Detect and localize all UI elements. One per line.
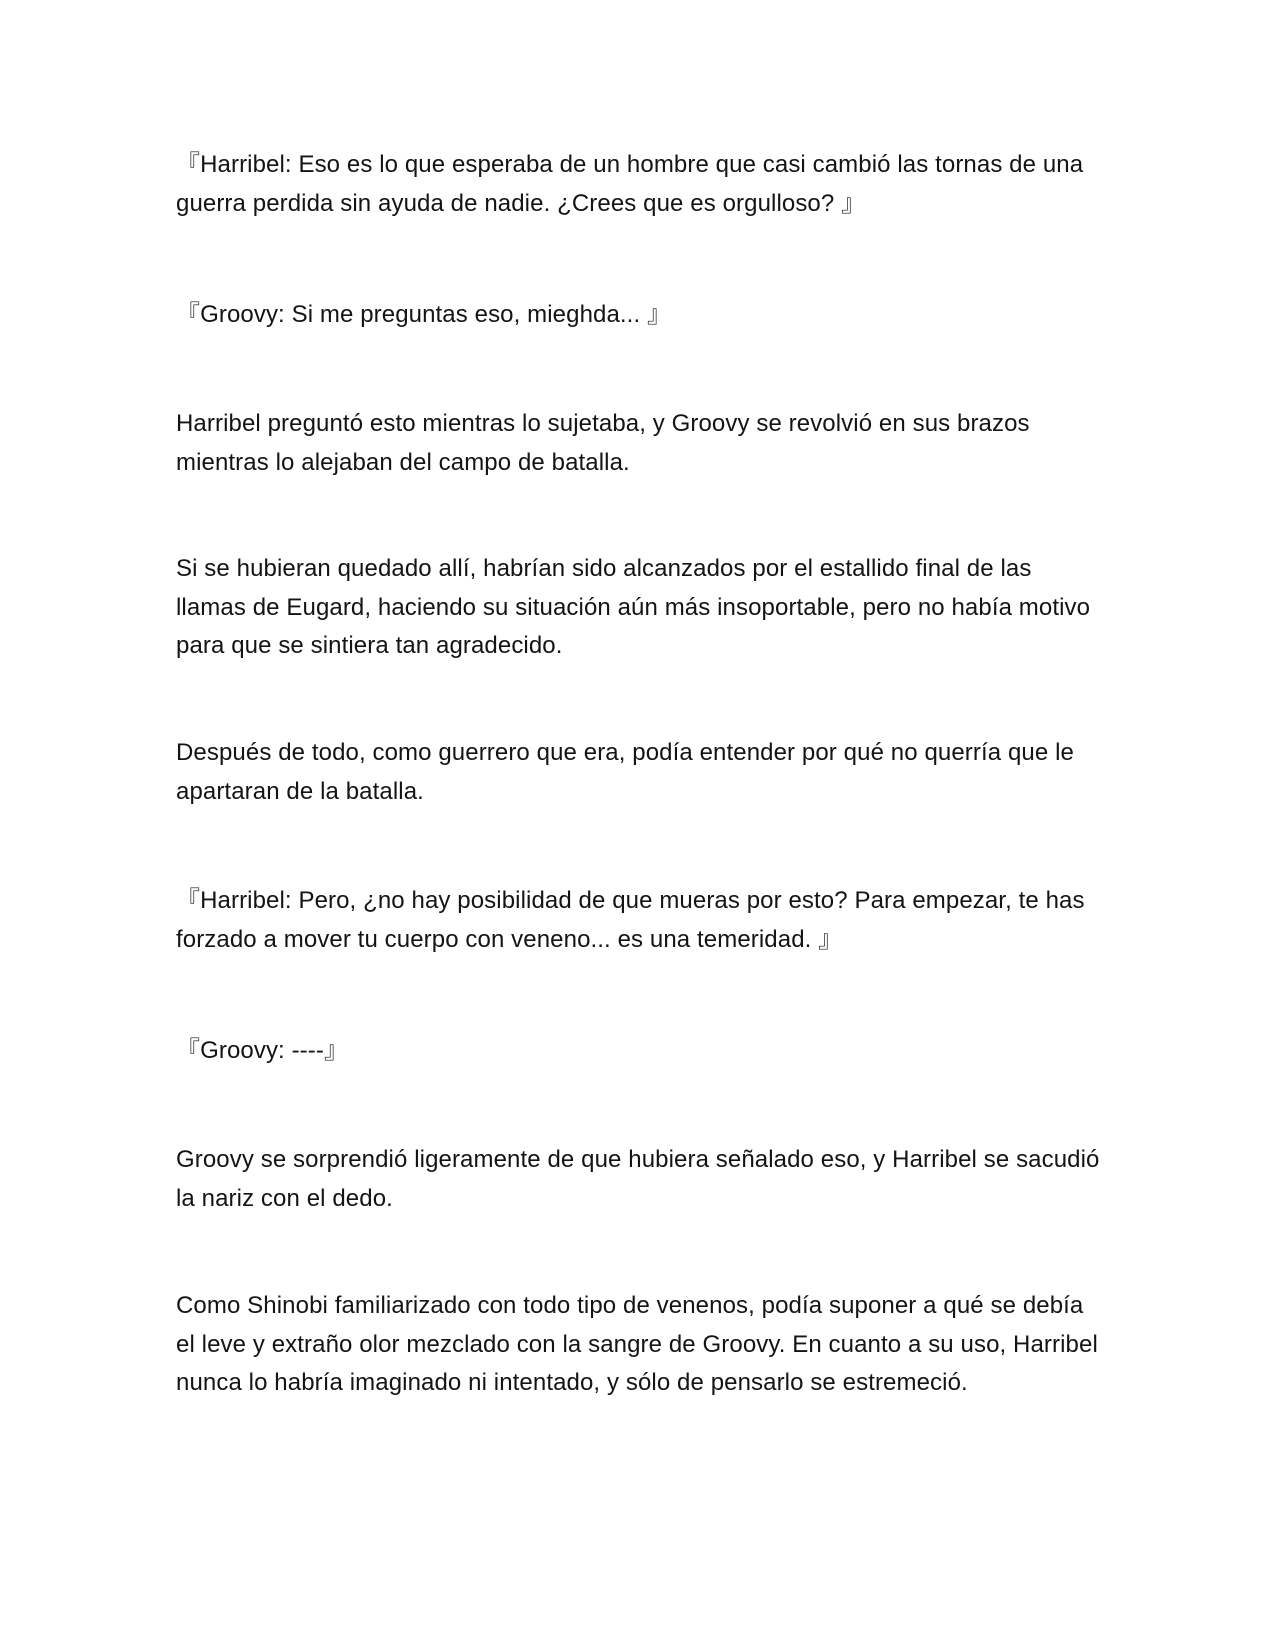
narration-warrior: Después de todo, como guerrero que era, podía entender por qué no querría que le apartaran de la batalla. — [176, 739, 1074, 805]
narration-battlefield: Harribel preguntó esto mientras lo sujetaba, y Groovy se revolvió en sus brazos mientras lo alejaban del campo de batalla. — [176, 410, 1030, 476]
narration-eugard-flames: Si se hubieran quedado allí, habrían sido alcanzados por el estallido final de las llamas de Eugard, haciendo su situación aún más insoportable, pero no había motivo para que se sintiera tan agradecido. — [176, 555, 1091, 659]
narration-shinobi: Como Shinobi familiarizado con todo tipo de venenos, podía suponer a qué se debía el leve y extraño olor mezclado con la sangre de Groovy. En cuanto a su uso, Harribel nunca lo habría imaginado ni intentado, y sólo de pensarlo se estremeció. — [176, 1292, 1098, 1396]
dialogue-groovy-silence: 『Groovy: ----』 — [176, 1037, 349, 1064]
dialogue-harribel-proud: 『Harribel: Eso es lo que esperaba de un hombre que casi cambió las tornas de una guerra perdida sin ayuda de nadie. ¿Crees que es orgulloso? 』 — [176, 151, 1084, 217]
dialogue-groovy-mieghda: 『Groovy: Si me preguntas eso, mieghda... 』 — [176, 301, 672, 328]
narration-nose: Groovy se sorprendió ligeramente de que hubiera señalado eso, y Harribel se sacudió la nariz con el dedo. — [176, 1146, 1100, 1212]
dialogue-harribel-poison: 『Harribel: Pero, ¿no hay posibilidad de que mueras por esto? Para empezar, te has forzado a mover tu cuerpo con veneno... es una temeridad. 』 — [176, 887, 1085, 953]
